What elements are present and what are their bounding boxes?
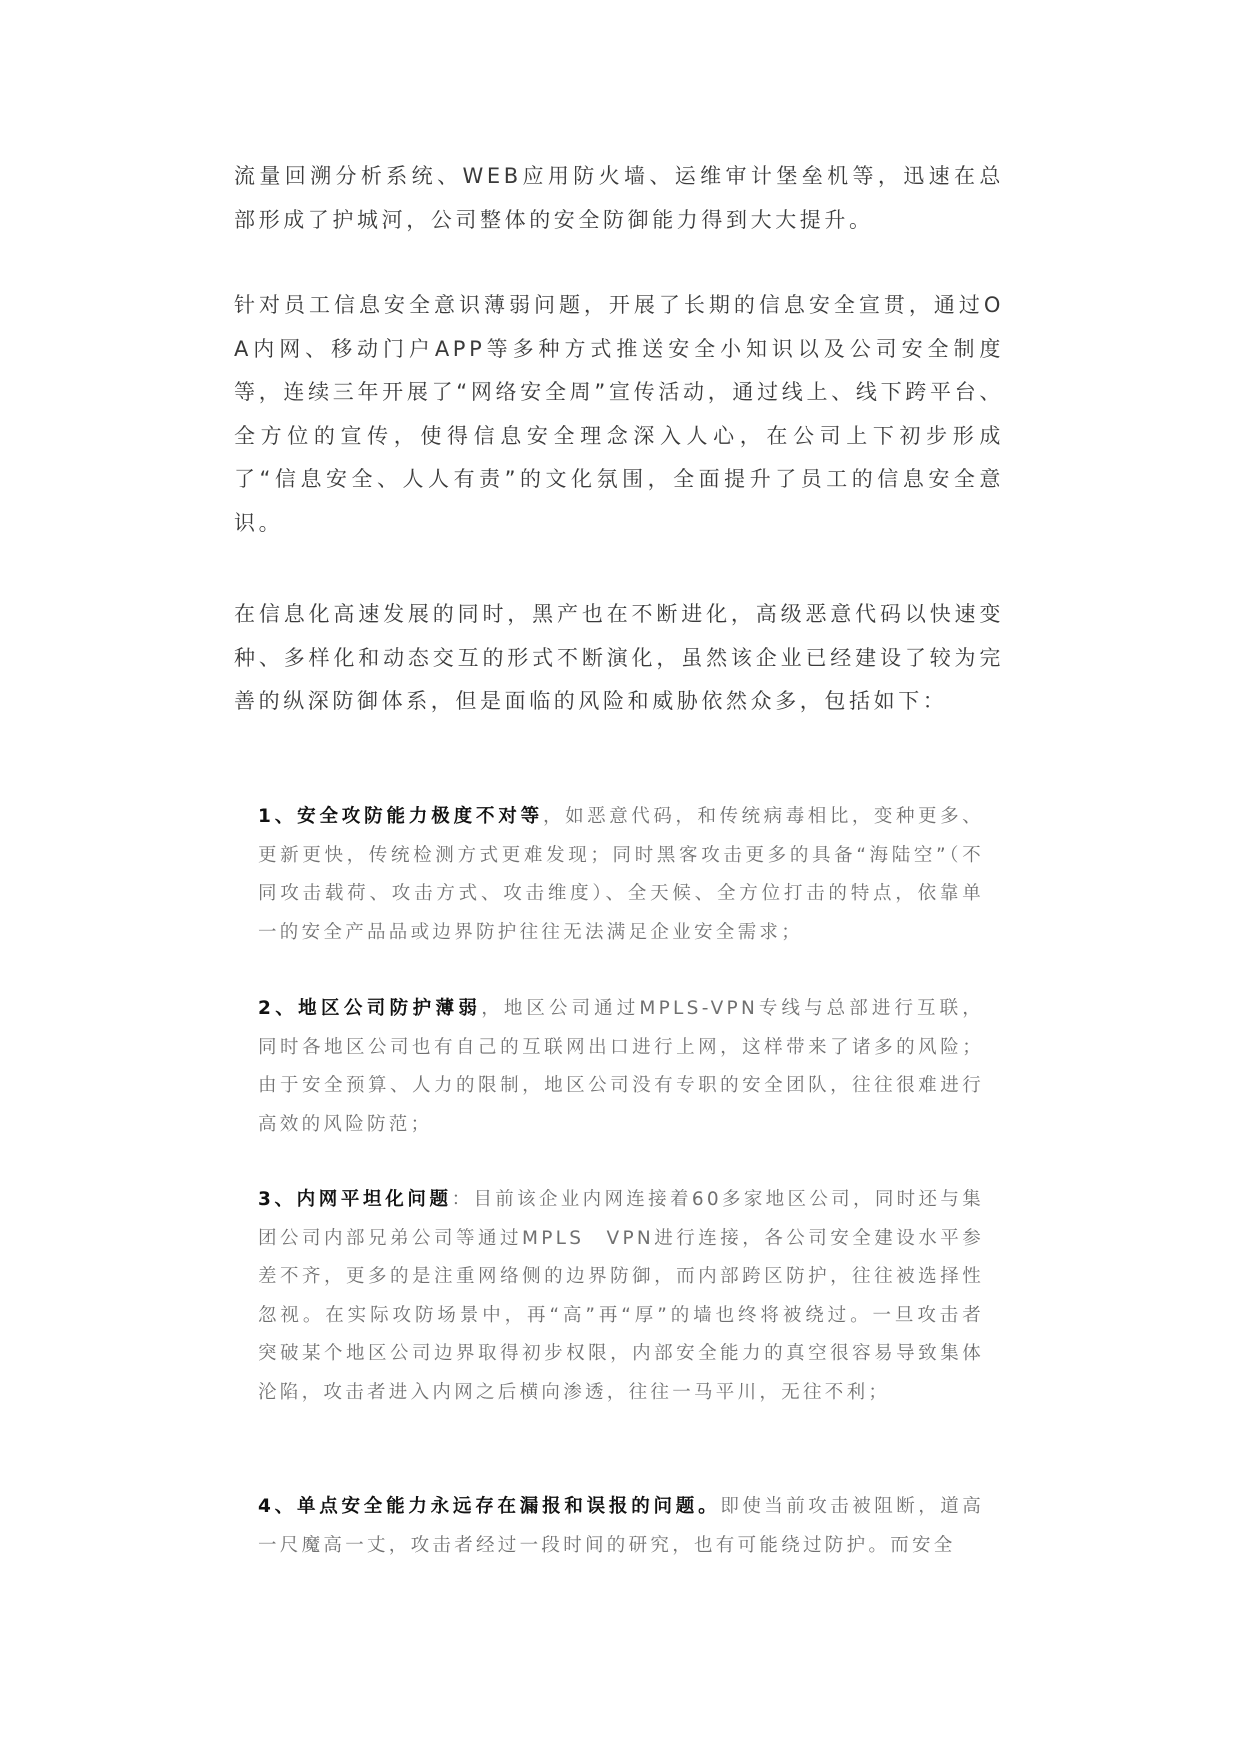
paragraph-threat-intro: 在信息化高速发展的同时，黑产也在不断进化，高级恶意代码以快速变种、多样化和动态交互的形式不断演化，虽然该企业已经建设了较为完善的纵深防御体系，但是面临的风险和威胁依然众多，包括如下： [234,602,1004,714]
risk-item-3 [258,1181,984,1412]
risk-item-text: ：目前该企业内网连接着60多家地区公司，同时还与集团公司内部兄弟公司等通过MPLS VPN进行连接，各公司安全建设水平参差不齐，更多的是注重网络侧的边界防御，而内部跨区防护，往往被选择性忽视。在实际攻防场景中，再“高”再“厚”的墙也终将被绕过。一旦攻击者突破某个地区公司边界取得初步权限，内部安全能力的真空很容易导致集体沦陷，攻击者进入内网之后横向渗透，往往一马平川，无往不利； [258,1189,984,1403]
risk-item-heading: 3、内网平坦化问题 [258,1189,452,1210]
risk-item-1 [258,798,984,952]
risk-item-4 [258,1488,984,1565]
paragraph-security-awareness: 针对员工信息安全意识薄弱问题，开展了长期的信息安全宣贯，通过OA内网、移动门户APP等多种方式推送安全小知识以及公司安全制度等，连续三年开展了“网络安全周”宣传活动，通过线上、线下跨平台、全方位的宣传，使得信息安全理念深入人心，在公司上下初步形成了“信息安全、人人有责”的文化氛围，全面提升了员工的信息安全意识。 [234,293,1004,535]
risk-item-heading: 4、单点安全能力永远存在漏报和误报的问题。 [258,1496,721,1517]
paragraph-defense-moat: 流量回溯分析系统、WEB应用防火墙、运维审计堡垒机等，迅速在总部形成了护城河，公司整体的安全防御能力得到大大提升。 [234,164,1004,232]
risk-item-text: ，地区公司通过MPLS-VPN专线与总部进行互联，同时各地区公司也有自己的互联网出口进行上网，这样带来了诸多的风险；由于安全预算、人力的限制，地区公司没有专职的安全团队，往往很难进行高效的风险防范； [258,998,984,1135]
risk-item-heading: 1、安全攻防能力极度不对等 [258,806,544,827]
risk-item-text: 即使当前攻击被阻断，道高一尺魔高一丈，攻击者经过一段时间的研究，也有可能绕过防护。而安全 [258,1496,984,1556]
risk-item-text: ，如恶意代码，和传统病毒相比，变种更多、更新更快，传统检测方式更难发现；同时黑客攻击更多的具备“海陆空”（不同攻击载荷、攻击方式、攻击维度）、全天候、全方位打击的特点，依靠单一的安全产品品或边界防护往往无法满足企业安全需求； [258,806,984,943]
risk-item-heading: 2、地区公司防护薄弱 [258,998,482,1019]
risk-item-2 [258,990,984,1144]
